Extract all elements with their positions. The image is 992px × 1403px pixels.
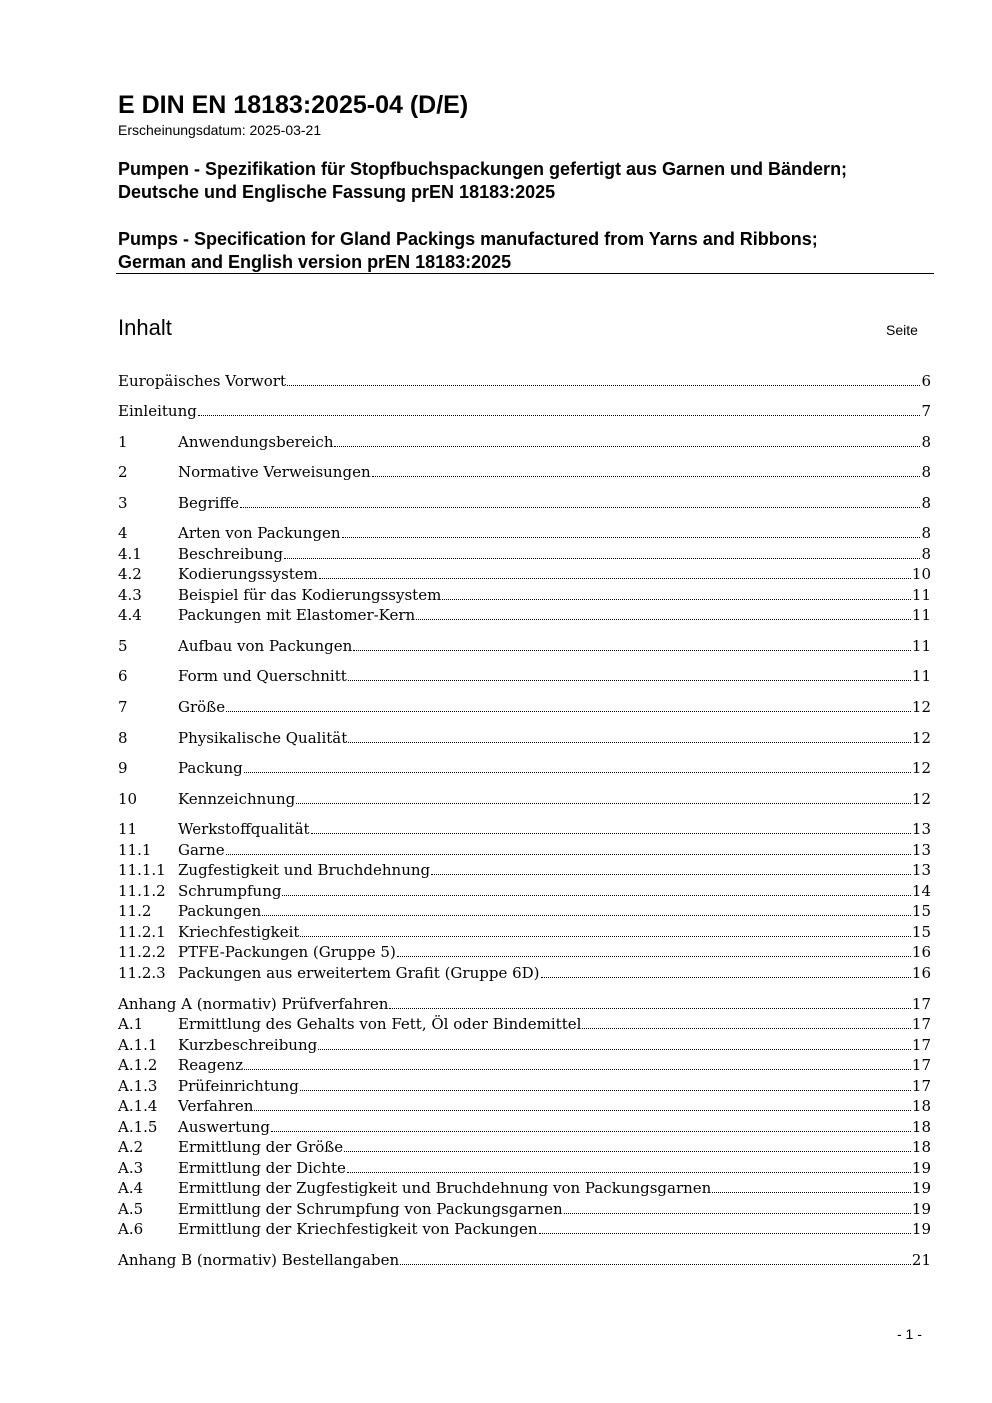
toc-entry-page: 17 [911, 995, 931, 1013]
toc-dot-leader [397, 955, 911, 957]
toc-entry-title: Packungen [178, 902, 262, 920]
toc-entry[interactable] [118, 401, 931, 421]
toc-entry-title: Beschreibung [178, 545, 284, 563]
toc-entry-title: Packungen aus erweitertem Grafit (Gruppe 6D) [178, 964, 540, 982]
toc-entry-title: Europäisches Vorwort [118, 372, 286, 390]
toc-entry-title: Aufbau von Packungen [178, 637, 353, 655]
toc-entry-number: 5 [118, 637, 128, 655]
toc-entry[interactable] [118, 666, 931, 686]
toc-dot-leader [296, 802, 911, 804]
toc-entry[interactable] [118, 371, 931, 391]
toc-entry[interactable] [118, 1158, 931, 1178]
toc-entry-page: 12 [911, 729, 931, 747]
toc-entry-page: 8 [921, 524, 931, 542]
title-german-line-1: Pumpen - Spezifikation für Stopfbuchspackungen gefertigt aus Garnen und Bändern; [118, 159, 848, 179]
toc-entry-number: 11.1 [118, 841, 152, 859]
toc-entry-page: 18 [911, 1097, 931, 1115]
toc-entry-number: 1 [118, 433, 128, 451]
toc-entry[interactable] [118, 1096, 931, 1116]
toc-entry-title: Prüfeinrichtung [178, 1077, 299, 1095]
toc-entry-page: 17 [911, 1015, 931, 1033]
toc-dot-leader [284, 557, 920, 559]
toc-dot-leader [400, 1263, 911, 1265]
toc-entry-title: Werkstoffqualität [178, 820, 310, 838]
toc-dot-leader [416, 618, 911, 620]
toc-entry-number: 6 [118, 667, 128, 685]
toc-entry-title: Ermittlung der Zugfestigkeit und Bruchdehnung von Packungsgarnen [178, 1179, 712, 1197]
toc-entry[interactable] [118, 901, 931, 921]
toc-entry-page: 13 [911, 861, 931, 879]
toc-dot-leader [541, 976, 911, 978]
toc-entry-page: 6 [921, 372, 931, 390]
toc-entry-number: A.1.1 [118, 1036, 158, 1054]
toc-dot-leader [344, 1150, 911, 1152]
toc-dot-leader [226, 710, 911, 712]
toc-entry-page: 13 [911, 820, 931, 838]
toc-entry-title: Größe [178, 698, 226, 716]
toc-dot-leader [353, 649, 911, 651]
toc-entry-page: 8 [921, 433, 931, 451]
toc-dot-leader [300, 1089, 911, 1091]
toc-entry[interactable] [118, 636, 931, 656]
toc-dot-leader [342, 536, 921, 538]
toc-entry[interactable] [118, 1219, 931, 1239]
toc-entry-number: A.2 [118, 1138, 144, 1156]
toc-entry-title: Anwendungsbereich [178, 433, 334, 451]
toc-entry-title: Beispiel für das Kodierungssystem [178, 586, 442, 604]
toc-dot-leader [389, 1007, 911, 1009]
toc-entry-page: 21 [911, 1251, 931, 1269]
toc-entry-title: Verfahren [178, 1097, 254, 1115]
toc-entry-number: 4.3 [118, 586, 142, 604]
toc-entry-page: 19 [911, 1220, 931, 1238]
toc-entry-page: 8 [921, 545, 931, 563]
toc-dot-leader [564, 1212, 911, 1214]
toc-entry-title: Ermittlung der Kriechfestigkeit von Packungen [178, 1220, 538, 1238]
toc-entry-title: Physikalische Qualität [178, 729, 348, 747]
toc-entry[interactable] [118, 1199, 931, 1219]
toc-entry[interactable] [118, 493, 931, 513]
toc-entry-page: 11 [911, 637, 931, 655]
toc-entry[interactable] [118, 1137, 931, 1157]
toc-entry[interactable] [118, 789, 931, 809]
toc-entry[interactable] [118, 1014, 931, 1034]
toc-dot-leader [198, 414, 921, 416]
toc-entry-page: 12 [911, 698, 931, 716]
header-divider [116, 273, 934, 274]
toc-entry-page: 17 [911, 1056, 931, 1074]
toc-entry-number: 11.2.2 [118, 943, 166, 961]
toc-entry-number: 4.4 [118, 606, 142, 624]
toc-entry-page: 11 [911, 586, 931, 604]
toc-entry-number: A.1.4 [118, 1097, 158, 1115]
toc-entry[interactable] [118, 564, 931, 584]
toc-dot-leader [442, 598, 911, 600]
toc-entry[interactable] [118, 605, 931, 625]
toc-entry[interactable] [118, 922, 931, 942]
toc-dot-leader [244, 1068, 911, 1070]
toc-entry[interactable] [118, 697, 931, 717]
toc-entry-page: 17 [911, 1077, 931, 1095]
toc-entry-page: 19 [911, 1179, 931, 1197]
toc-entry-title: Kriechfestigkeit [178, 923, 300, 941]
toc-dot-leader [582, 1027, 911, 1029]
toc-dot-leader [319, 577, 911, 579]
toc-entry-title: Ermittlung der Schrumpfung von Packungsgarnen [178, 1200, 563, 1218]
toc-entry-page: 11 [911, 606, 931, 624]
document-id: E DIN EN 18183:2025-04 (D/E) [118, 91, 469, 119]
toc-dot-leader [254, 1109, 911, 1111]
toc-entry-page: 17 [911, 1036, 931, 1054]
toc-entry-number: 10 [118, 790, 138, 808]
toc-entry[interactable] [118, 585, 931, 605]
toc-entry[interactable] [118, 819, 931, 839]
title-english-line-2: German and English version prEN 18183:2025 [118, 252, 512, 272]
toc-entry-number: 3 [118, 494, 128, 512]
toc-entry[interactable] [118, 1117, 931, 1137]
toc-entry[interactable] [118, 728, 931, 748]
toc-entry-title: Packungen mit Elastomer-Kern [178, 606, 416, 624]
toc-entry[interactable] [118, 544, 931, 564]
toc-entry-page: 8 [921, 494, 931, 512]
toc-entry-title: Einleitung [118, 402, 197, 420]
toc-entry[interactable] [118, 1250, 931, 1270]
toc-entry-number: 11.1.2 [118, 882, 166, 900]
toc-entry-page: 14 [911, 882, 931, 900]
toc-entry-page: 8 [921, 463, 931, 481]
toc-entry-page: 18 [911, 1138, 931, 1156]
toc-entry-number: 11.1.1 [118, 861, 166, 879]
toc-entry-title: Anhang A (normativ) Prüfverfahren [118, 995, 389, 1013]
toc-entry-title: Schrumpfung [178, 882, 282, 900]
toc-entry-page: 15 [911, 923, 931, 941]
toc-entry-number: 2 [118, 463, 128, 481]
toc-dot-leader [244, 771, 911, 773]
toc-entry-number: 9 [118, 759, 128, 777]
toc-dot-leader [262, 914, 911, 916]
toc-dot-leader [334, 445, 920, 447]
toc-dot-leader [287, 384, 920, 386]
toc-entry-title: Arten von Packungen [178, 524, 341, 542]
toc-dot-leader [318, 1048, 911, 1050]
toc-entry-title: Ermittlung des Gehalts von Fett, Öl oder Bindemittel [178, 1015, 582, 1033]
toc-dot-leader [311, 832, 911, 834]
toc-entry[interactable] [118, 963, 931, 983]
toc-entry-number: A.1.3 [118, 1077, 158, 1095]
toc-entry-title: Garne [178, 841, 225, 859]
toc-entry[interactable] [118, 942, 931, 962]
title-english [118, 228, 938, 274]
toc-entry[interactable] [118, 1076, 931, 1096]
toc-entry[interactable] [118, 462, 931, 482]
toc-entry-page: 11 [911, 667, 931, 685]
title-english-line-1: Pumps - Specification for Gland Packings manufactured from Yarns and Ribbons; [118, 229, 818, 249]
toc-entry-number: A.1 [118, 1015, 144, 1033]
toc-entry-page: 19 [911, 1200, 931, 1218]
toc-entry-number: A.5 [118, 1200, 144, 1218]
title-german-line-2: Deutsche und Englische Fassung prEN 18183:2025 [118, 182, 556, 202]
toc-entry-page: 16 [911, 964, 931, 982]
toc-dot-leader [282, 894, 910, 896]
toc-page-column-label: Seite [886, 322, 918, 338]
toc-entry-number: 11 [118, 820, 138, 838]
toc-entry-title: Form und Querschnitt [178, 667, 347, 685]
toc-entry-title: Kurzbeschreibung [178, 1036, 318, 1054]
toc-dot-leader [348, 679, 911, 681]
toc-entry[interactable] [118, 523, 931, 543]
toc-entry-page: 12 [911, 759, 931, 777]
toc-entry[interactable] [118, 758, 931, 778]
toc-entry-page: 15 [911, 902, 931, 920]
title-german [118, 158, 938, 204]
toc-entry-title: Packung [178, 759, 243, 777]
toc-dot-leader [226, 853, 911, 855]
toc-dot-leader [271, 1130, 911, 1132]
toc-entry-number: 8 [118, 729, 128, 747]
toc-entry-title: Zugfestigkeit und Bruchdehnung [178, 861, 431, 879]
toc-entry-number: 7 [118, 698, 128, 716]
toc-dot-leader [712, 1191, 911, 1193]
toc-dot-leader [240, 506, 920, 508]
toc-entry-page: 16 [911, 943, 931, 961]
toc-entry-number: 11.2.3 [118, 964, 166, 982]
toc-entry-number: 4 [118, 524, 128, 542]
toc-entry[interactable] [118, 1055, 931, 1075]
toc-entry-title: Auswertung [178, 1118, 271, 1136]
toc-entry-page: 18 [911, 1118, 931, 1136]
toc-entry-number: A.1.2 [118, 1056, 158, 1074]
toc-heading: Inhalt [118, 315, 172, 340]
toc-entry[interactable] [118, 1178, 931, 1198]
toc-entry-title: Ermittlung der Dichte [178, 1159, 346, 1177]
toc-entry-page: 7 [921, 402, 931, 420]
toc-entry-page: 19 [911, 1159, 931, 1177]
toc-entry-number: 11.2 [118, 902, 152, 920]
toc-dot-leader [300, 935, 910, 937]
toc-dot-leader [372, 475, 921, 477]
toc-entry-title: Anhang B (normativ) Bestellangaben [118, 1251, 400, 1269]
toc-entry[interactable] [118, 432, 931, 452]
toc-entry-page: 12 [911, 790, 931, 808]
page-number: - 1 - [897, 1326, 922, 1342]
toc-entry[interactable] [118, 994, 931, 1014]
toc-dot-leader [539, 1232, 911, 1234]
toc-entry-title: Reagenz [178, 1056, 244, 1074]
toc-entry-number: 4.2 [118, 565, 142, 583]
toc-entry-number: A.1.5 [118, 1118, 158, 1136]
toc-dot-leader [347, 1171, 911, 1173]
toc-entry-title: PTFE-Packungen (Gruppe 5) [178, 943, 396, 961]
toc-entry-title: Normative Verweisungen [178, 463, 371, 481]
toc-entry-number: 4.1 [118, 545, 142, 563]
toc-entry-number: A.6 [118, 1220, 144, 1238]
toc-entry[interactable] [118, 881, 931, 901]
toc-dot-leader [431, 873, 911, 875]
toc-entry-page: 13 [911, 841, 931, 859]
toc-entry-title: Kennzeichnung [178, 790, 296, 808]
toc-entry[interactable] [118, 860, 931, 880]
toc-entry-title: Kodierungssystem [178, 565, 318, 583]
toc-entry-title: Ermittlung der Größe [178, 1138, 344, 1156]
toc-entry-page: 10 [911, 565, 931, 583]
publication-date: Erscheinungsdatum: 2025-03-21 [118, 122, 322, 138]
toc-entry[interactable] [118, 1035, 931, 1055]
toc-entry-title: Begriffe [178, 494, 240, 512]
toc-entry-number: 11.2.1 [118, 923, 166, 941]
toc-dot-leader [348, 741, 911, 743]
toc-entry[interactable] [118, 840, 931, 860]
toc-entry-number: A.3 [118, 1159, 144, 1177]
toc-entry-number: A.4 [118, 1179, 144, 1197]
